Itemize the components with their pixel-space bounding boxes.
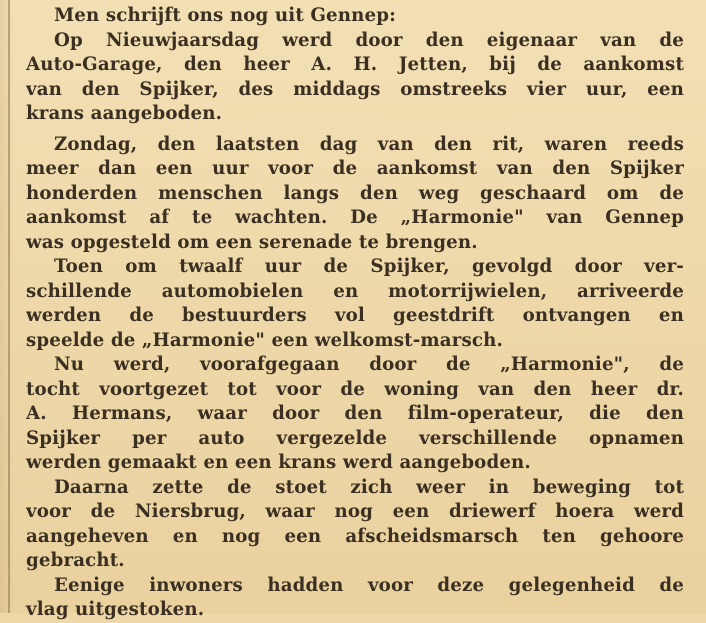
article-heading: Men schrijft ons nog uit Gennep: xyxy=(54,5,396,26)
text-line: Auto-Garage, den heer A. H. Jetten, bij de aankomst xyxy=(26,54,684,75)
paragraph-6 xyxy=(26,574,684,623)
text-line: gebracht. xyxy=(26,550,125,571)
text-line: was opgesteld om een serenade te brengen. xyxy=(26,231,478,253)
text-line: Nu werd, voorafgegaan door de „Harmonie", de xyxy=(54,354,684,375)
text-line: Zondag, den laatsten dag van den rit, waren reeds xyxy=(54,133,684,155)
text-line: Spijker per auto vergezelde verschillende opnamen xyxy=(26,427,684,449)
paragraph-4 xyxy=(26,353,684,476)
text-line: Eenige inwoners hadden voor deze gelegenheid de xyxy=(54,574,684,596)
text-line: honderden menschen langs den weg geschaard om de xyxy=(26,182,684,204)
column-divider-rule xyxy=(8,0,10,613)
article-body xyxy=(26,4,684,623)
text-line: van den Spijker, des middags omstreeks vier uur, een xyxy=(26,78,684,100)
text-line: A. Hermans, waar door den film-operateur, die den xyxy=(26,403,684,424)
paragraph-3 xyxy=(26,255,684,353)
text-line: meer dan een uur voor de aankomst van den Spijker xyxy=(26,158,684,179)
paragraph-2 xyxy=(26,133,684,256)
text-line: aangeheven en nog een afscheidsmarsch ten gehoore xyxy=(26,525,684,547)
text-line: aankomst af te wachten. De „Harmonie" van Gennep xyxy=(26,207,684,228)
text-line: krans aangeboden. xyxy=(26,103,223,124)
text-line: Toen om twaalf uur de Spijker, gevolgd door ver- xyxy=(54,256,684,277)
paragraph-5 xyxy=(26,476,684,574)
text-line: Daarna zette de stoet zich weer in beweging tot xyxy=(54,476,684,498)
text-line: vlag uitgestoken. xyxy=(26,599,205,620)
text-line: Op Nieuwjaarsdag werd door den eigenaar van de xyxy=(54,29,684,51)
text-line: voor de Niersbrug, waar nog een driewerf hoera werd xyxy=(26,501,684,522)
text-line: werden de bestuurders vol geestdrift ontvangen en xyxy=(26,305,684,326)
text-line: speelde de „Harmonie" een welkomst-marsch. xyxy=(26,329,503,351)
text-line: tocht voortgezet tot voor de woning van den heer dr. xyxy=(26,378,684,400)
paragraph-1 xyxy=(26,29,684,127)
text-line: schillende automobielen en motorrijwielen, arriveerde xyxy=(26,280,684,302)
text-line: werden gemaakt en een krans werd aangeboden. xyxy=(26,452,531,473)
